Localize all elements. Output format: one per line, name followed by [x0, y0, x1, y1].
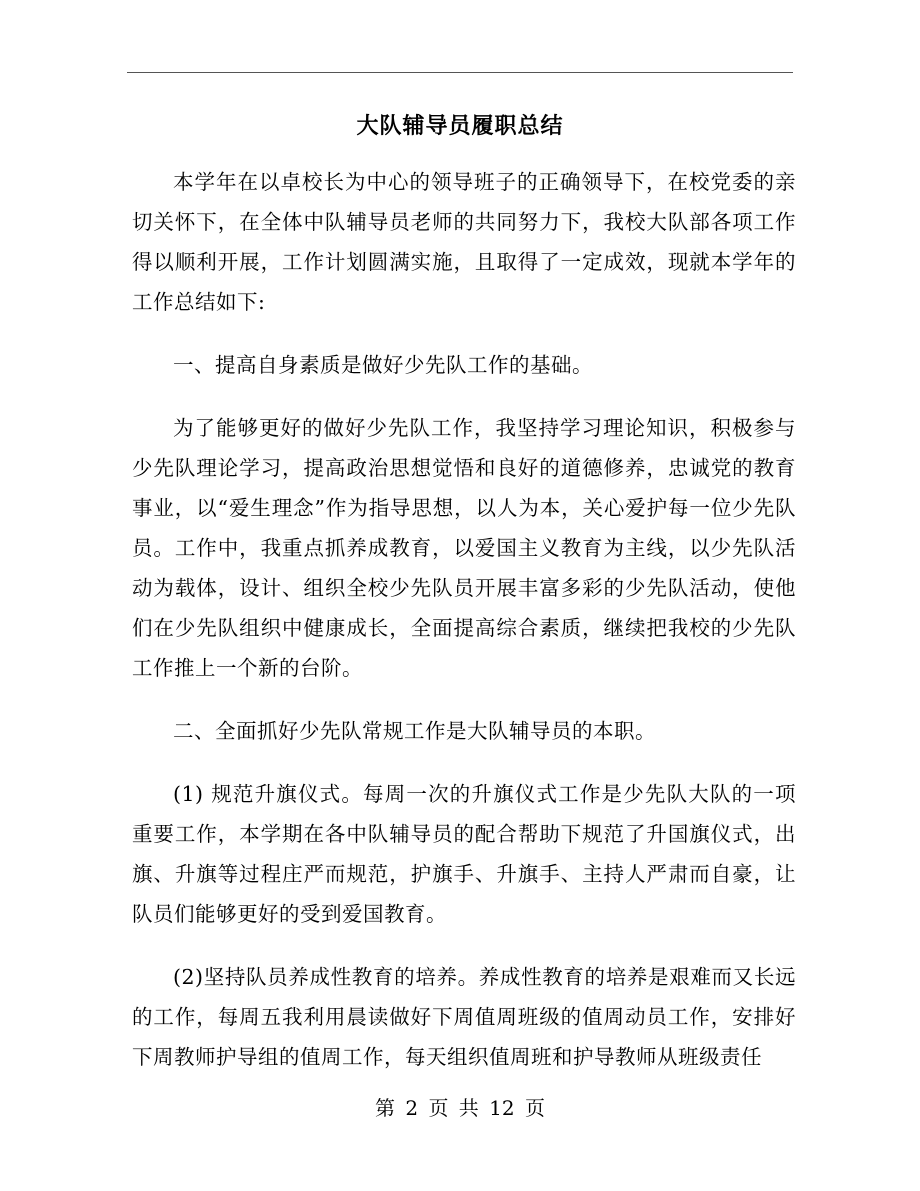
section-heading-1: 一、提高自身素质是做好少先队工作的基础。 [173, 353, 593, 377]
paragraph-item-1: (1) 规范升旗仪式。每周一次的升旗仪式工作是少先队大队的一项重要工作，本学期在各中队辅导员的配合帮助下规范了升国旗仪式，出旗、升旗等过程庄严而规范，护旗手、升旗手、主持人严肃而自豪，让队员们能够更好的受到爱国教育。 [132, 782, 796, 926]
paragraph-item-2: (2)坚持队员养成性教育的培养。养成性教育的培养是艰难而又长远的工作，每周五我利用晨读做好下周值周班级的值周动员工作，安排好下周教师护导组的值周工作，每天组织值周班和护导教师从班级责任 [132, 965, 796, 1069]
paragraph-intro: 本学年在以卓校长为中心的领导班子的正确领导下，在校党委的亲切关怀下，在全体中队辅导员老师的共同努力下，我校大队部各项工作得以顺利开展，工作计划圆满实施，且取得了一定成效，现就本学年的工作总结如下: [132, 170, 796, 314]
document-title: 大队辅导员履职总结 [356, 113, 564, 139]
page-number-footer: 第 2 页 共 12 页 [375, 1096, 545, 1120]
header-rule [127, 72, 793, 73]
section-heading-2: 二、全面抓好少先队常规工作是大队辅导员的本职。 [173, 719, 656, 743]
document-body [132, 162, 796, 1100]
paragraph-section-1: 为了能够更好的做好少先队工作，我坚持学习理论知识，积极参与少先队理论学习，提高政治思想觉悟和良好的道德修养，忠诚党的教育事业，以“爱生理念”作为指导思想，以人为本，关心爱护每一位少先队员。工作中，我重点抓养成教育，以爱国主义教育为主线，以少先队活动为载体，设计、组织全校少先队员开展丰富多彩的少先队活动，使他们在少先队组织中健康成长，全面提高综合素质，继续把我校的少先队工作推上一个新的台阶。 [132, 416, 796, 680]
